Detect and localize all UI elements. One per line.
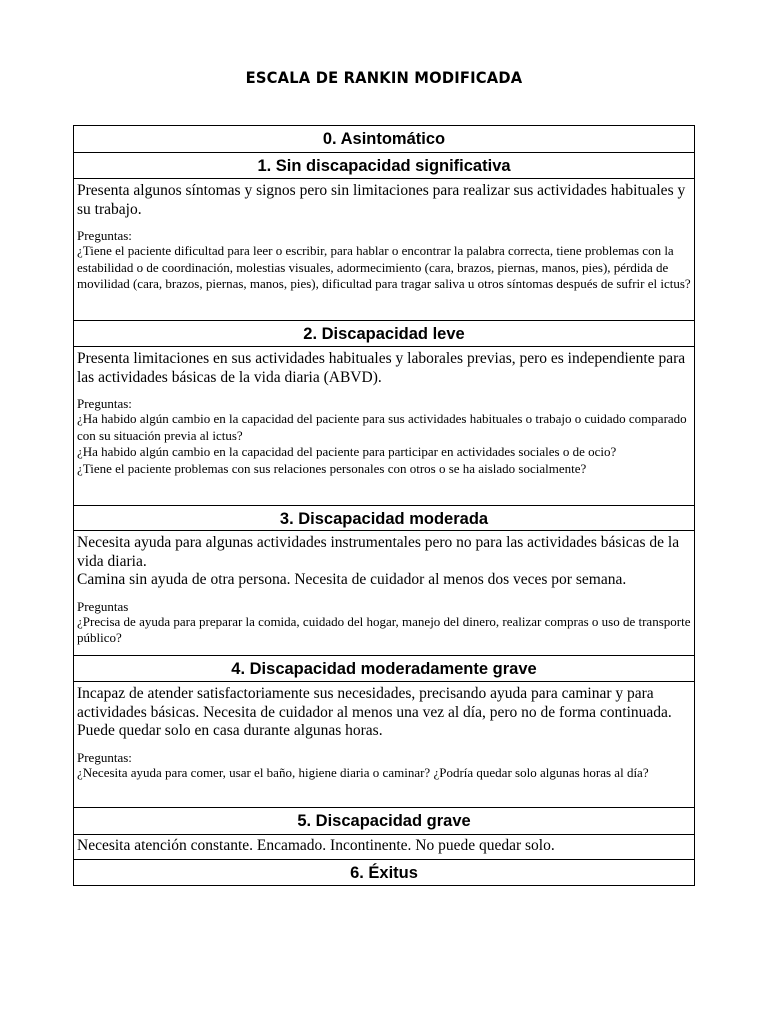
document-title: ESCALA DE RANKIN MODIFICADA bbox=[245, 68, 523, 87]
level-1-heading: 1. Sin discapacidad significativa bbox=[74, 153, 694, 179]
level-2-body bbox=[74, 347, 694, 506]
level-2-questions-label: Preguntas: bbox=[77, 396, 132, 411]
level-1-body bbox=[74, 179, 694, 321]
level-5-body bbox=[74, 835, 694, 860]
level-1-questions-label: Preguntas: bbox=[77, 228, 132, 243]
level-4-heading: 4. Discapacidad moderadamente grave bbox=[74, 656, 694, 682]
level-4-question: ¿Necesita ayuda para comer, usar el baño, higiene diaria o caminar? ¿Podría quedar solo algunas horas al día? bbox=[77, 764, 649, 780]
level-2-question: ¿Ha habido algún cambio en la capacidad del paciente para participar en actividades sociales o de ocio? bbox=[77, 444, 617, 459]
level-2-question: ¿Ha habido algún cambio en la capacidad del paciente para sus actividades habituales o trabajo o cuidado comparado con su situación previa al ictus? bbox=[77, 411, 687, 443]
level-2-heading: 2. Discapacidad leve bbox=[74, 321, 694, 347]
level-4-description: Incapaz de atender satisfactoriamente sus necesidades, precisando ayuda para caminar y para actividades básicas. Necesita de cuidador al menos una vez al día, pero no de forma continuada. Puede quedar solo en casa durante algunas horas. bbox=[77, 685, 672, 739]
level-3-heading: 3. Discapacidad moderada bbox=[74, 506, 694, 531]
rankin-scale-table bbox=[73, 125, 695, 886]
level-5-description: Necesita atención constante. Encamado. Incontinente. No puede quedar solo. bbox=[77, 837, 555, 854]
level-1-description: Presenta algunos síntomas y signos pero sin limitaciones para realizar sus actividades habituales y su trabajo. bbox=[77, 182, 686, 218]
level-3-description: Necesita ayuda para algunas actividades instrumentales pero no para las actividades básicas de la vida diaria. bbox=[77, 534, 680, 570]
level-2-description: Presenta limitaciones en sus actividades habituales y laborales previas, pero es independiente para las actividades básicas de la vida diaria (ABVD). bbox=[77, 350, 686, 386]
level-4-body bbox=[74, 682, 694, 808]
level-3-description-2: Camina sin ayuda de otra persona. Necesita de cuidador al menos dos veces por semana. bbox=[77, 571, 627, 588]
level-6-heading: 6. Éxitus bbox=[74, 860, 694, 886]
level-2-question: ¿Tiene el paciente problemas con sus relaciones personales con otros o se ha aislado socialmente? bbox=[77, 460, 587, 476]
level-1-question: ¿Tiene el paciente dificultad para leer o escribir, para hablar o encontrar la palabra correcta, tiene problemas con la estabilidad o de coordinación, molestias visuales, adormecimiento (cara, brazos, piernas, manos, pies), pérdida de movilidad (cara, brazos, piernas, manos, pies), dificultad para tragar saliva u otros síntomas después de sufrir el ictus? bbox=[77, 243, 691, 291]
level-3-question: ¿Precisa de ayuda para preparar la comida, cuidado del hogar, manejo del dinero, realizar compras o uso de transporte público? bbox=[77, 613, 691, 645]
level-0-heading: 0. Asintomático bbox=[74, 126, 694, 153]
level-3-questions-label: Preguntas bbox=[77, 598, 129, 614]
level-3-body bbox=[74, 531, 694, 656]
level-5-heading: 5. Discapacidad grave bbox=[74, 808, 694, 835]
level-4-questions-label: Preguntas: bbox=[77, 749, 132, 765]
